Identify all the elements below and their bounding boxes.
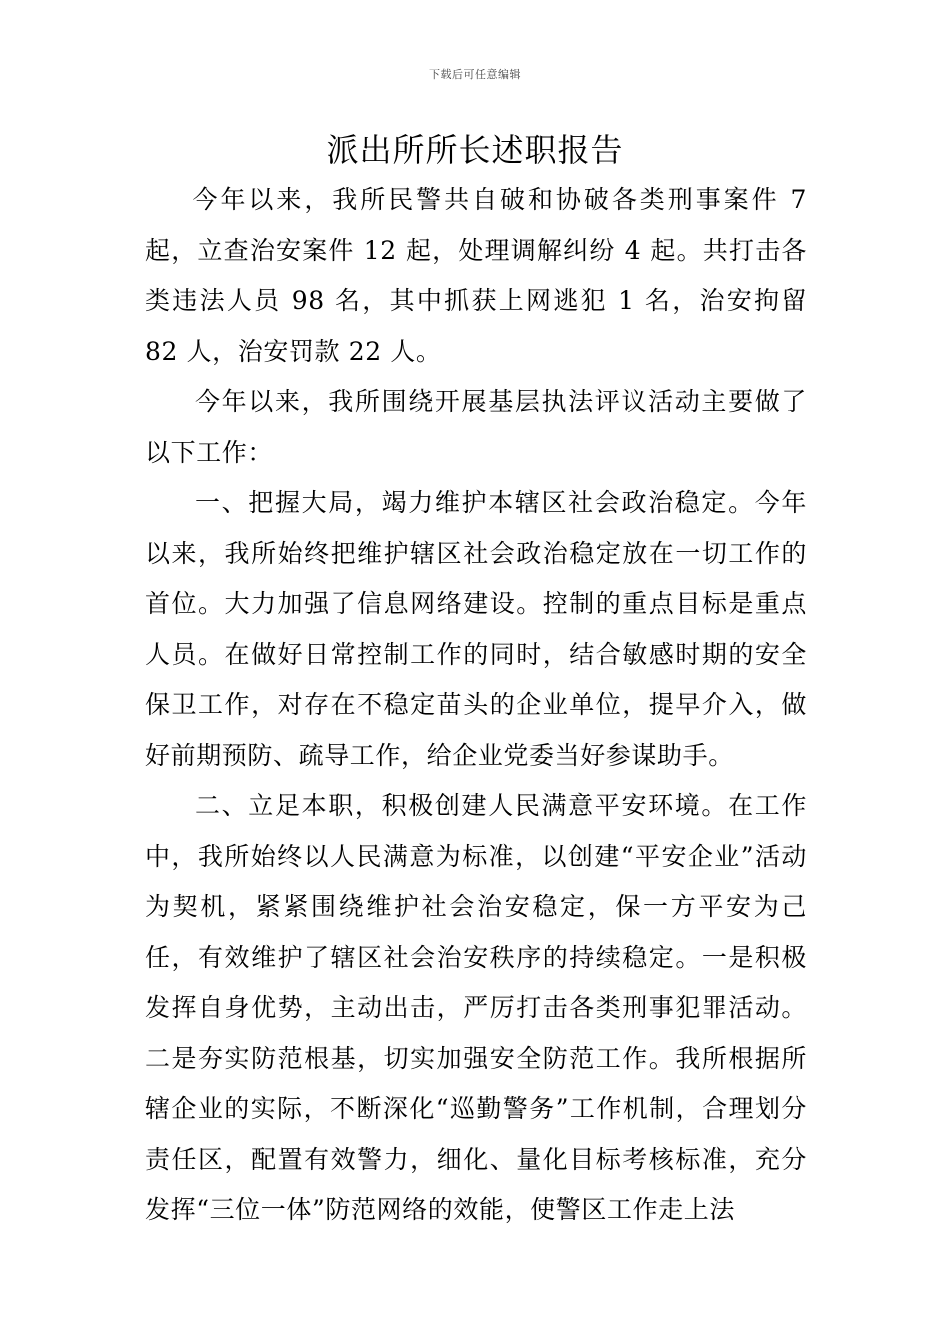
paragraph-intro: 今年以来，我所围绕开展基层执法评议活动主要做了以下工作： [145, 387, 807, 467]
paragraph-section-two: 二、立足本职，积极创建人民满意平安环境。在工作中，我所始终以人民满意为标准，以创建“平安企业”活动为契机，紧紧围绕维护社会治安稳定，保一方平安为己任，有效维护了辖区社会治安秩序的持续稳定。一是积极发挥自身优势，主动出击，严厉打击各类刑事犯罪活动。二是夯实防范根基，切实加强安全防范工作。我所根据所辖企业的实际，不断深化“巡勤警务”工作机制，合理划分责任区，配置有效警力，细化、量化目标考核标准，充分发挥“三位一体”防范网络的效能，使警区工作走上法 [145, 791, 807, 1224]
header-note: 下载后可任意编辑 [429, 68, 521, 81]
document-body [145, 175, 807, 1236]
paragraph-summary: 今年以来，我所民警共自破和协破各类刑事案件 7 起，立查治安案件 12 起，处理调解纠纷 4 起。共打击各类违法人员 98 名，其中抓获上网逃犯 1 名，治安拘留 82 人，治安罚款 22 人。 [145, 185, 807, 366]
document-title: 派出所所长述职报告 [326, 131, 624, 169]
paragraph-section-one: 一、把握大局，竭力维护本辖区社会政治稳定。今年以来，我所始终把维护辖区社会政治稳定放在一切工作的首位。大力加强了信息网络建设。控制的重点目标是重点人员。在做好日常控制工作的同时，结合敏感时期的安全保卫工作，对存在不稳定苗头的企业单位，提早介入，做好前期预防、疏导工作，给企业党委当好参谋助手。 [145, 488, 807, 770]
